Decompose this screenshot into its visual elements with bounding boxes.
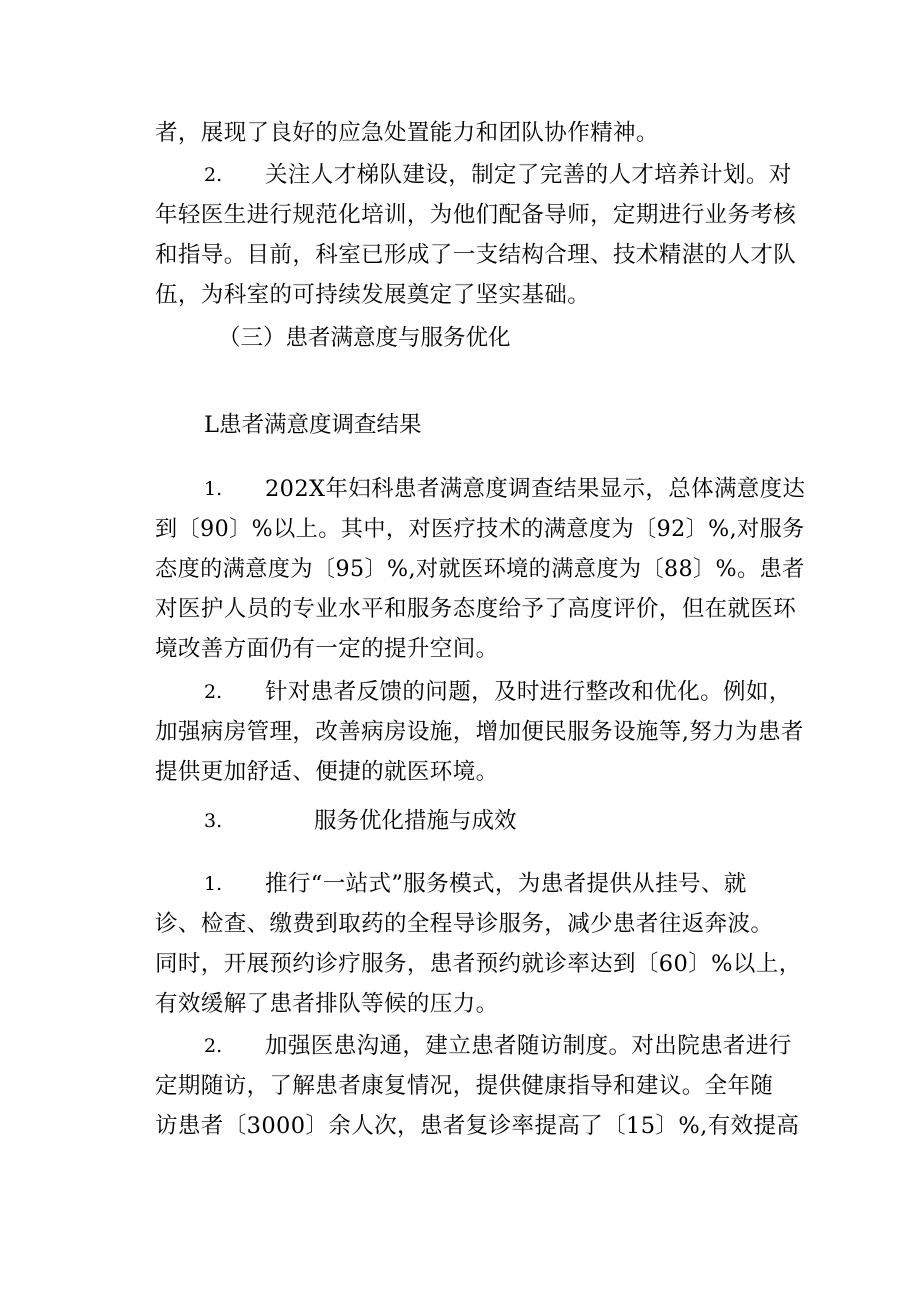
paragraph-line: 202X年妇科患者满意度调查结果显示，总体满意度达 bbox=[265, 476, 806, 502]
paragraph-line: 同时，开展预约诊疗服务，患者预约就诊率达到〔60〕%以上， bbox=[155, 951, 802, 977]
section-title: （三）患者满意度与服务优化 bbox=[218, 325, 511, 351]
paragraph-line: 加强病房管理，改善病房设施，增加便民服务设施等,努力为患者 bbox=[155, 719, 804, 745]
paragraph-line: 推行“一站式”服务模式，为患者提供从挂号、就 bbox=[265, 871, 747, 897]
paragraph-line: 年轻医生进行规范化培训，为他们配备导师，定期进行业务考核 bbox=[155, 202, 797, 228]
paragraph-line: 定期随访，了解患者康复情况，提供健康指导和建议。全年随 bbox=[155, 1073, 774, 1099]
paragraph-line: 访患者〔3000〕余人次，患者复诊率提高了〔15〕%,有效提高 bbox=[155, 1113, 800, 1139]
list-number: 1. bbox=[204, 873, 223, 895]
list-number: 3. bbox=[204, 810, 223, 832]
list-number: 2. bbox=[204, 681, 223, 703]
paragraph-line: 态度的满意度为〔95〕%,对就医环境的满意度为〔88〕%。患者 bbox=[155, 556, 805, 582]
paragraph-line: 境改善方面仍有一定的提升空间。 bbox=[155, 636, 499, 662]
paragraph-line: 诊、检查、缴费到取药的全程导诊服务，减少患者往返奔波。 bbox=[155, 911, 774, 937]
paragraph-line: 对医护人员的专业水平和服务态度给予了高度评价，但在就医环 bbox=[155, 596, 797, 622]
paragraph-line: 关注人才梯队建设，制定了完善的人才培养计划。对 bbox=[265, 162, 792, 188]
paragraph-line: 和指导。目前，科室已形成了一支结构合理、技术精湛的人才队 bbox=[155, 242, 797, 268]
list-number: 2. bbox=[204, 164, 223, 186]
paragraph-line: 者，展现了良好的应急处置能力和团队协作精神。 bbox=[155, 120, 659, 146]
paragraph-line: 到〔90〕%以上。其中，对医疗技术的满意度为〔92〕%,对服务 bbox=[155, 516, 805, 542]
subsection-title: L患者满意度调查结果 bbox=[204, 412, 422, 438]
paragraph-line: 针对患者反馈的问题，及时进行整改和优化。例如， bbox=[265, 679, 792, 705]
paragraph-line: 伍，为科室的可持续发展奠定了坚实基础。 bbox=[155, 282, 591, 308]
paragraph-line: 有效缓解了患者排队等候的压力。 bbox=[155, 991, 499, 1017]
paragraph-line: 提供更加舒适、便捷的就医环境。 bbox=[155, 759, 499, 785]
subsection-title: 服务优化措施与成效 bbox=[314, 808, 517, 834]
paragraph-line: 加强医患沟通，建立患者随访制度。对出院患者进行 bbox=[265, 1033, 792, 1059]
list-number: 2. bbox=[204, 1035, 223, 1057]
list-number: 1. bbox=[204, 478, 223, 500]
